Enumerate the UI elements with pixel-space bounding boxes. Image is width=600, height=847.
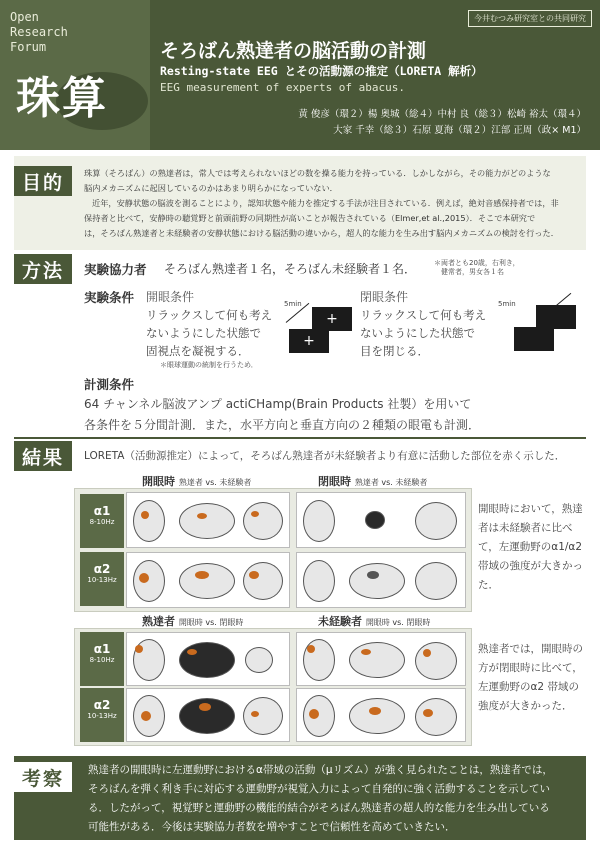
participants-note: ＊両者とも20歳，右利き， 健常者，男女各１名 [434,259,520,276]
band-alpha2-row1 [80,552,124,606]
fig2-right-sub: 開眼時 vs. 閉眼時 [365,618,431,627]
brain-coronal-image [243,502,283,540]
open-eye-text: リラックスして何も考え ないようにした状態で 固視点を凝視する． [146,308,273,358]
fig1-left-title-text: 開眼時 [142,475,175,488]
brain-sagittal-image [179,503,235,539]
condition-heading: 実験条件 [84,290,135,305]
brain-axial-image [303,500,335,542]
brain-coronal-image [415,642,457,680]
poster-title: そろばん熟達者の脳活動の計測 [160,40,427,62]
brain-coronal-image [243,697,283,735]
band-alpha1-row2 [80,632,124,686]
authors-line-2: 大家 千幸（総３）石原 夏海（環２）江部 正周（政× M1） [333,125,586,136]
poster-subtitle-jp: Resting-state EEG とその活動源の推定（LORETA 解析） [160,64,483,78]
activation-spot [369,707,381,715]
discussion-line-4: 可能性がある．今後は実験協力者数を増やすことで信頼性を高めていきたい． [88,821,456,833]
results-note-2: 熟達者では，開眼時の方が閉眼時に比べて，左運動野のα2 帯域の強度が大きかった． [478,643,583,712]
closed-min-label: 5min [498,300,516,308]
loreta-panel [126,632,290,686]
band-alpha1-row1 [80,494,124,548]
brain-axial-image [133,560,165,602]
brain-sagittal-image [349,698,405,734]
fig2-left-sub: 開眼時 vs. 閉眼時 [178,618,244,627]
participants-heading: 実験協力者 [84,262,147,277]
method-label: 方法 [14,254,72,284]
activation-spot [249,571,259,579]
discussion-line-1: 熟達者の開眼時に左運動野におけるα帯域の活動（μリズム）が強く見られたことは，熟達者では， [88,764,553,776]
results-divider [14,437,586,439]
activation-spot [251,711,259,717]
brain-axial-image [303,560,335,602]
activation-spot [197,513,207,519]
activation-spot [423,649,431,657]
authors-line-1: 黄 俊彦（環２）楊 奥城（総４）中村 良（総３）松崎 裕太（環４） [298,109,586,120]
discussion-label: 考察 [14,762,72,792]
band-a2-text: α2 [93,698,111,712]
collab-badge: 今井むつみ研究室との共同研究 [468,10,592,27]
fig2-left-title-text: 熟達者 [142,615,175,628]
band-a1-hz: 8-10Hz [89,656,115,664]
header-banner [0,0,600,150]
purpose-p1: 珠算（そろばん）の熟達者は，常人では考えられないほどの数を操る能力を持っている．しかしながら，その能力がどのような [84,168,551,178]
results-note-1: 開眼時において，熟達者は未経験者に比べて，左運動野のα1/α2 帯域の強度が大きかった． [478,503,583,591]
brain-coronal-image [243,562,283,600]
band-a1-text: α1 [93,642,111,656]
loreta-panel [296,552,466,608]
band-a1-text: α1 [93,504,111,518]
brain-coronal-image [245,647,273,673]
brain-axial-image [303,695,335,737]
measure-text-2: 各条件を５分間計測．また，水平方向と垂直方向の２種類の眼電も計測． [84,418,481,432]
loreta-panel [296,688,466,742]
activation-spot [141,711,151,721]
fixation-cross: + [303,333,315,349]
results-label: 結果 [14,441,72,471]
activation-spot [251,511,259,517]
band-a2-hz: 10-13Hz [87,576,117,584]
fig1-left-title [142,473,251,489]
fig1-left-sub: 熟達者 vs. 未経験者 [178,478,252,487]
fig1-right-sub: 熟達者 vs. 未経験者 [354,478,428,487]
activation-spot [309,709,319,719]
measure-heading: 計測条件 [84,377,135,392]
loreta-panel [126,492,290,548]
activation-spot [367,571,379,579]
closed-box-2 [514,327,554,351]
open-eye-heading: 開眼条件 [146,290,195,304]
band-a2-text: α2 [93,562,111,576]
purpose-p2: 近年，安静状態の脳波を測ることにより，認知状態や能力を推定する手法が注目されている．例えば，絶対音感保持者では，非 [92,198,559,208]
band-a2-hz: 10-13Hz [87,712,117,720]
loreta-panel [296,492,466,548]
purpose-p2c: は，そろばん熟達者と未経験者の安静状態における脳活動の違いから，超人的な能力を生み出す脳内メカニズムの検討を行った． [84,228,559,238]
closed-box-1 [536,305,576,329]
fixation-cross: + [326,311,338,327]
activation-spot [135,645,143,653]
purpose-p1b: 脳内メカニズムに起因しているのかはあまり明らかになっていない． [84,183,338,193]
activation-spot [307,645,315,653]
brain-sagittal-image [179,642,235,678]
purpose-p2b: 保持者と比べて，安静時の聴覚野と前頭前野の同期性が高いことが報告されている（Elmer,et al.,2015）．そこで本研究で [84,213,536,223]
closed-eye-heading: 閉眼条件 [360,290,409,304]
open-eye-note: ＊眼球運動の統制を行うため． [160,361,258,369]
activation-spot [139,573,149,583]
open-min-label: 5min [284,300,302,308]
brain-coronal-image [415,562,457,600]
fig1-right-title [318,473,427,489]
activation-spot [195,571,209,579]
brain-sagittal-image [179,563,235,599]
activation-spot [423,709,433,717]
header-left-block [0,0,150,150]
loreta-panel [296,632,466,686]
participants-text: そろばん熟達者１名，そろばん未経験者１名． [164,262,417,276]
band-alpha2-row2 [80,688,124,742]
loreta-panel [126,688,290,742]
fig1-right-title-text: 閉眼時 [318,475,351,488]
activation-spot [141,511,149,519]
org-name: Open Research Forum [10,10,68,54]
brain-coronal-image [415,502,457,540]
results-intro: LORETA（活動源推定）によって，そろばん熟達者が未経験者より有意に活動した部位を赤く示した． [84,450,566,462]
loreta-panel [126,552,290,608]
band-a1-hz: 8-10Hz [89,518,115,526]
fig2-right-title-text: 未経験者 [318,615,362,628]
fig2-left-title [142,613,243,629]
fig2-right-title [318,613,430,629]
activation-spot [199,703,211,711]
brain-axial-image [133,500,165,542]
fixation-box-1 [312,307,352,331]
big-title-shuzan: 珠算 [16,73,108,124]
fixation-box-2 [289,329,329,353]
brain-sagittal-image [349,563,405,599]
activation-spot [187,649,197,655]
poster-subtitle-en: EEG measurement of experts of abacus. [160,81,406,94]
brain-sagittal-image [349,642,405,678]
activation-spot [361,649,371,655]
brain-coronal-image [415,698,457,736]
discussion-line-2: そろばんを弾く利き手に対応する運動野が視覚入力によって自発的に強く活動することを示してい [88,783,550,795]
measure-text-1: 64 チャンネル脳波アンプ actiCHamp(Brain Products 社製）を用いて [84,397,472,411]
purpose-label: 目的 [14,166,72,196]
discussion-line-3: る．したがって，視覚野と運動野の機能的結合がそろばん熟達者の超人的な能力を生み出している [88,802,550,814]
brain-small-image [365,511,385,529]
closed-eye-text: リラックスして何も考え ないようにした状態で 目を閉じる． [360,308,487,358]
